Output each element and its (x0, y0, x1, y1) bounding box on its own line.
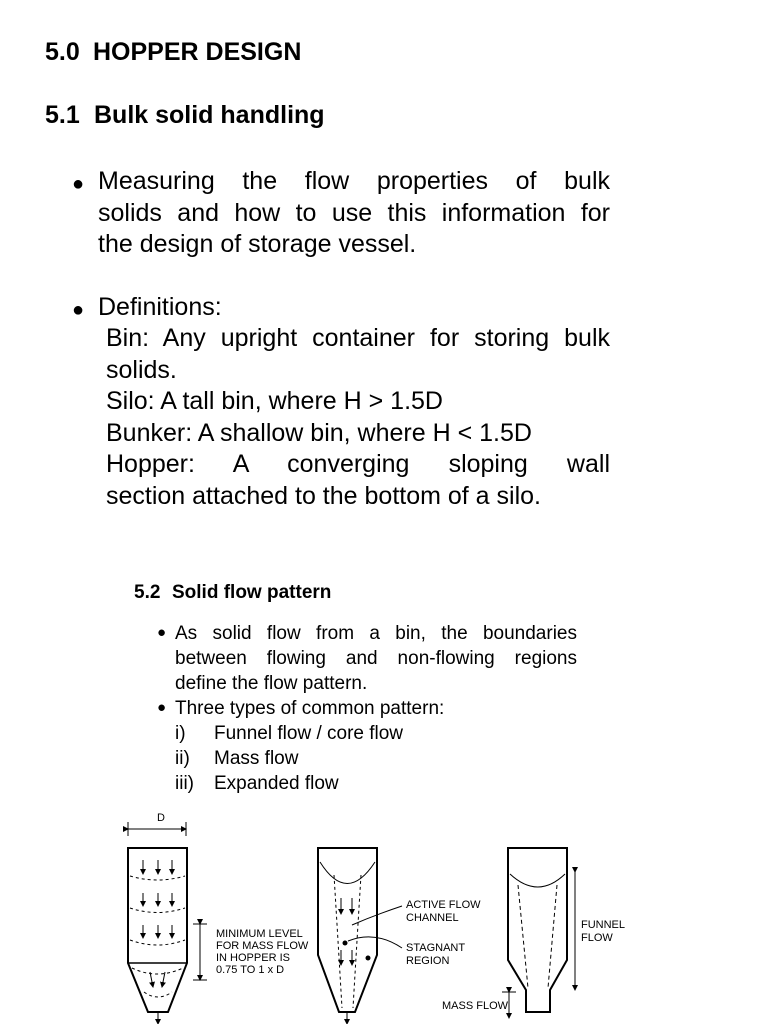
silo-outline (508, 848, 567, 1012)
list-item-text: Expanded flow (214, 773, 339, 794)
roman-numeral: ii) (175, 748, 190, 769)
flow-pattern-bullet (175, 621, 577, 696)
text-line: between flowing and non-flowing regions (175, 648, 577, 669)
definition-bin-line: Bin: Any upright container for storing bulk (106, 324, 610, 352)
list-item-text: Mass flow (214, 748, 299, 769)
mass-flow-label: MASS FLOW (442, 1000, 509, 1012)
text-line: Measuring the flow properties of bulk (98, 167, 610, 195)
text-line: the design of storage vessel. (98, 230, 417, 258)
silo-outline (318, 848, 377, 1012)
list-item (175, 771, 577, 796)
definition-bunker: Bunker: A shallow bin, where H < 1.5D (106, 418, 532, 447)
definition-bin-line: solids. (106, 355, 177, 384)
funnel-flow-silo (318, 848, 484, 1024)
three-types-bullet (175, 696, 577, 796)
section-heading-5-2 (134, 582, 331, 604)
section-number: 5.2 (134, 582, 161, 603)
roman-numeral: i) (175, 723, 186, 744)
section-number: 5.0 (45, 38, 80, 66)
section-number: 5.1 (45, 101, 80, 129)
bullet-measuring (98, 166, 610, 261)
roman-numeral: iii) (175, 773, 194, 794)
stagnant-region-label: STAGNANT REGION (406, 942, 465, 967)
bullet-marker: ● (157, 624, 167, 641)
channel-boundary-lines (334, 875, 361, 1008)
section-title: Bulk solid handling (94, 101, 325, 129)
funnel-flow-label: FUNNEL FLOW (581, 919, 625, 944)
dimension-d-label: D (157, 812, 165, 824)
list-item (175, 746, 577, 771)
mass-level-note: MINIMUM LEVEL FOR MASS FLOW IN HOPPER IS 0.75 TO 1 x D (216, 928, 309, 976)
flow-arrows (341, 898, 352, 1024)
list-item (175, 721, 577, 746)
section-title: HOPPER DESIGN (93, 38, 302, 66)
section-title: Solid flow pattern (172, 582, 332, 603)
text-line: Three types of common pattern: (175, 698, 445, 719)
definitions-label: Definitions: (98, 293, 222, 321)
bullet-marker: ● (72, 173, 85, 195)
text-line: define the flow pattern. (175, 673, 368, 694)
expanded-flow-silo (442, 848, 628, 1018)
bullet-marker: ● (157, 699, 167, 716)
bullet-marker: ● (72, 299, 85, 321)
text-line: solids and how to use this information for (98, 198, 610, 227)
flow-arrows (143, 860, 172, 1024)
section-heading-5-0 (45, 38, 301, 67)
list-item-text: Funnel flow / core flow (214, 723, 404, 744)
definition-hopper-line: section attached to the bottom of a silo. (106, 481, 541, 510)
hopper-flow-diagram (0, 800, 768, 1024)
mass-flow-silo (128, 812, 311, 1024)
definitions-list (106, 323, 610, 512)
definition-silo: Silo: A tall bin, where H > 1.5D (106, 387, 443, 415)
section-heading-5-1 (45, 101, 325, 130)
definition-hopper-line: Hopper: A converging sloping wall (106, 450, 610, 478)
active-flow-label: ACTIVE FLOW CHANNEL (406, 899, 481, 924)
text-line: As solid flow from a bin, the boundaries (175, 623, 577, 644)
